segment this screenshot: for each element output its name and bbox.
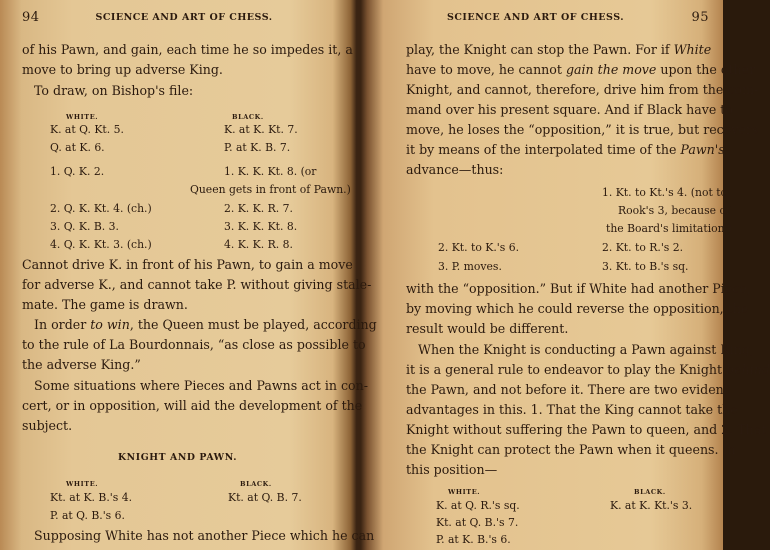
kp-white-label: WHITE. [66, 480, 99, 488]
intro-line-2: move to bring up adverse King. [22, 62, 223, 77]
move-4-white: 4. Q. K. Kt. 3. (ch.) [50, 238, 152, 251]
para-b-line-7: this position— [406, 462, 498, 477]
right-page [372, 0, 770, 550]
para-b-line-4: advantages in this. 1. That the King cannot take the [406, 402, 738, 417]
right-move-1-black-cont2: the Board's limitation.) [606, 222, 733, 235]
pos-black-label: BLACK. [634, 488, 666, 496]
para2-line-1: In order to win, the Queen must be played, according [34, 317, 377, 332]
right-line-5: move, he loses the “opposition,” it is true, but recovers [406, 122, 759, 137]
pos-black-1: K. at K. Kt.'s 3. [610, 499, 693, 512]
para1-line-1: Cannot drive K. in front of his Pawn, to gain a move [22, 257, 353, 272]
kp-white-2: P. at Q. B.'s 6. [50, 509, 125, 522]
move-3-white: 3. Q. K. B. 3. [50, 220, 119, 233]
para-b-line-1: When the Knight is conducting a Pawn against King, [418, 342, 754, 357]
para-b-line-5: Knight without suffering the Pawn to queen, and 2. That [406, 422, 767, 437]
black-pos-1: K. at K. Kt. 7. [224, 123, 298, 136]
move-3-black: 3. K. K. Kt. 8. [224, 220, 298, 233]
right-line-6: it by means of the interpolated time of the Pawn's [406, 142, 725, 157]
right-move-2-black: 2. Kt. to R.'s 2. [602, 241, 684, 254]
move-2-black: 2. K. K. R. 7. [224, 202, 293, 215]
right-move-3-black: 3. Kt. to B.'s sq. [602, 260, 689, 273]
right-line-4: mand over his present square. And if Black have to [406, 102, 733, 117]
right-move-2-white: 2. Kt. to K.'s 6. [438, 241, 520, 254]
intro-line-1: of his Pawn, and gain, each time he so impedes it, a [22, 42, 353, 57]
pos-white-2: Kt. at Q. B.'s 7. [436, 516, 519, 529]
para-a-line-1: with the “opposition.” But if White had another Piece, [406, 281, 751, 296]
para3-line-3: subject. [22, 418, 73, 433]
para3-line-2: cert, or in opposition, will aid the development of the [22, 398, 363, 413]
right-line-2: have to move, he cannot gain the move upon the other [406, 62, 756, 77]
right-move-3-white: 3. P. moves. [438, 260, 502, 273]
left-running-head: SCIENCE AND ART OF CHESS. [95, 12, 273, 23]
kp-white-1: Kt. at K. B.'s 4. [50, 491, 133, 504]
para-a-line-3: result would be different. [406, 321, 569, 336]
section-heading: KNIGHT AND PAWN. [118, 452, 238, 463]
right-line-1: play, the Knight can stop the Pawn. For if White [406, 42, 712, 57]
left-final-line: Supposing White has not another Piece which he can [34, 528, 375, 543]
black-pos-2: P. at K. B. 7. [224, 141, 291, 154]
right-move-1-black: 1. Kt. to Kt.'s 4. (not to [602, 186, 728, 199]
para3-line-1: Some situations where Pieces and Pawns act in con- [34, 378, 368, 393]
right-move-1-black-cont: Rook's 3, because of [618, 204, 730, 217]
move-4-black: 4. K. K. R. 8. [224, 238, 293, 251]
pos-white-1: K. at Q. R.'s sq. [436, 499, 520, 512]
pos-white-3: P. at K. B.'s 6. [436, 533, 511, 546]
para1-line-2: for adverse K., and cannot take P. without giving stale- [22, 277, 372, 292]
white-pos-2: Q. at K. 6. [50, 141, 105, 154]
white-pos-1: K. at Q. Kt. 5. [50, 123, 124, 136]
kp-black-1: Kt. at Q. B. 7. [228, 491, 302, 504]
para-b-line-3: the Pawn, and not before it. There are two evident [406, 382, 729, 397]
move-1-black-cont: Queen gets in front of Pawn.) [190, 183, 351, 196]
left-page [0, 0, 377, 550]
move-1-white: 1. Q. K. 2. [50, 165, 105, 178]
right-running-head: SCIENCE AND ART OF CHESS. [446, 12, 625, 23]
draw-line: To draw, on Bishop's file: [34, 83, 194, 98]
para-a-line-2: by moving which he could reverse the opposition, the [406, 301, 749, 316]
black-label: BLACK. [232, 113, 264, 121]
para1-line-3: mate. The game is drawn. [22, 297, 188, 312]
left-page-number: 94 [22, 10, 40, 25]
white-label: WHITE. [66, 113, 99, 121]
move-2-white: 2. Q. K. Kt. 4. (ch.) [50, 202, 152, 215]
kp-black-label: BLACK. [240, 480, 272, 488]
right-page-number: 95 [691, 10, 709, 25]
pos-white-label: WHITE. [448, 488, 481, 496]
right-line-7: advance—thus: [406, 162, 504, 177]
para2-line-2: to the rule of La Bourdonnais, “as close as possible to [22, 337, 366, 352]
right-line-3: Knight, and cannot, therefore, drive him from the com- [406, 82, 759, 97]
para-b-line-2: it is a general rule to endeavor to play the Knight behind [406, 362, 770, 377]
move-1-black: 1. K. K. Kt. 8. (or [224, 165, 317, 178]
para-b-line-6: the Knight can protect the Pawn when it queens. In [406, 442, 736, 457]
para2-line-3: the adverse King.” [22, 357, 141, 372]
